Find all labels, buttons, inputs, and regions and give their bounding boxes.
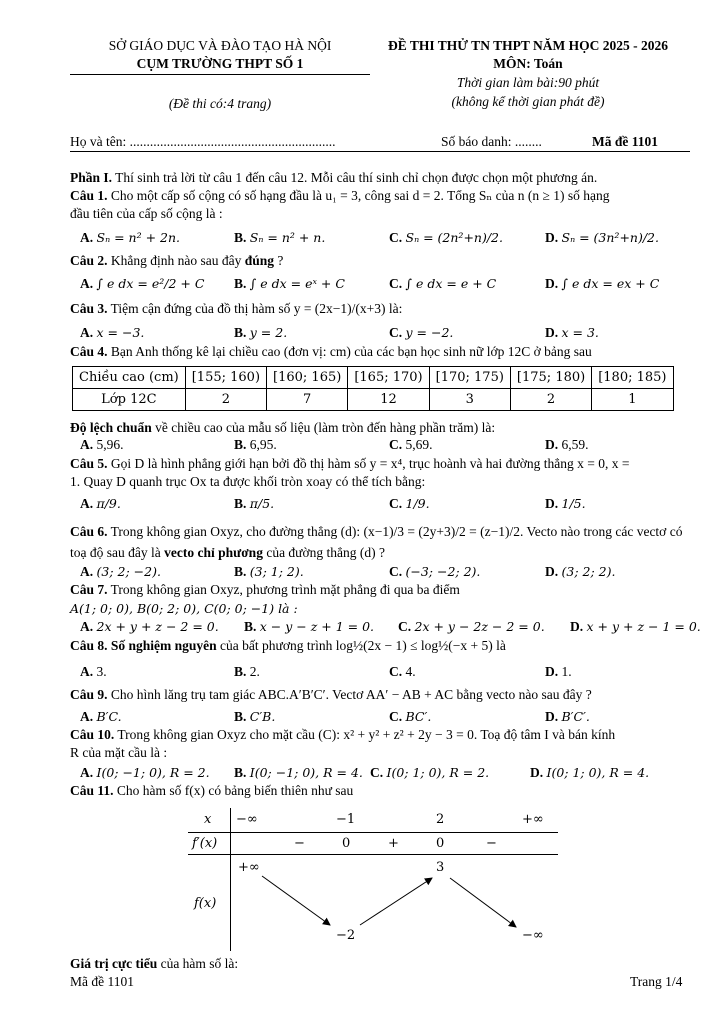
q3-option-b[interactable]: B. y = 2. [234,325,288,340]
table-header-cell: [175; 180) [510,367,591,389]
exam-title: ĐỀ THI THỬ TN THPT NĂM HỌC 2025 - 2026 [388,38,668,53]
q1-option-a[interactable]: A. Sₙ = n² + 2n. [80,230,181,245]
q7-stem: Câu 7. Trong không gian Oxyz, phương trình mặt phẳng đi qua ba điểm [70,582,460,597]
q9-stem: Câu 9. Cho hình lăng trụ tam giác ABC.A′B′C′. Vectơ AA′ − AB + AC bằng vecto nào sau đây ? [70,687,592,702]
q5-stem-cont: 1. Quay D quanh trục Ox ta được khối tròn xoay có thể tích bằng: [70,474,426,489]
q10-stem-cont: R của mặt cầu là : [70,745,168,760]
dept-name: SỞ GIÁO DỤC VÀ ĐÀO TẠO HÀ NỘI [108,38,332,53]
vt-sign: − [294,836,305,851]
q8-option-a[interactable]: A. 3. [80,664,107,679]
q4-question: Độ lệch chuẩn về chiều cao của mẫu số liệu (làm tròn đến hàng phần trăm) là: [70,420,496,435]
q6-option-a[interactable]: A. (3; 2; −2). [80,564,161,579]
q4-option-a[interactable]: A. 5,96. [80,437,124,452]
q6-option-b[interactable]: B. (3; 1; 2). [234,564,304,579]
q3-option-c[interactable]: C. y = −2. [389,325,454,340]
q2-option-c[interactable]: C. ∫ e dx = e + C [389,276,497,291]
q10-option-c[interactable]: C. I(0; 1; 0), R = 2. [370,765,490,780]
exam-code: Mã đề 1101 [592,134,658,149]
q6-option-d[interactable]: D. (3; 2; 2). [545,564,616,579]
q8-option-d[interactable]: D. 1. [545,664,572,679]
table-header-cell: [160; 165) [267,367,348,389]
pages-note: (Đề thi có:4 trang) [168,96,272,111]
q10-option-b[interactable]: B. I(0; −1; 0), R = 4. [234,765,363,780]
table-cell: 3 [429,389,510,411]
decrease-arrow [450,878,516,927]
decrease-arrow [262,876,330,925]
q2-option-d[interactable]: D. ∫ e dx = ex + C [545,276,660,291]
vt-f-value: 3 [436,860,445,875]
q4-option-d[interactable]: D. 6,59. [545,437,589,452]
table-cell: Lớp 12C [73,389,186,411]
vt-f-label: f(x) [194,896,217,911]
q1-option-c[interactable]: C. Sₙ = (2n²+n)/2. [389,230,503,245]
q1-stem: Câu 1. Cho một cấp số cộng có số hạng đầu là u₁ = 3, công sai d = 2. Tổng Sₙ của n (n ≥ 1) số hạng [70,188,610,203]
q5-option-b[interactable]: B. π/5. [234,496,275,511]
q3-stem: Câu 3. Tiệm cận đứng của đồ thị hàm số y = (2x−1)/(x+3) là: [70,301,403,316]
vt-sign: + [388,836,399,851]
q7-option-b[interactable]: B. x − y − z + 1 = 0. [244,619,375,634]
table-cell: 7 [267,389,348,411]
student-name-field: Họ và tên: ............................................................. [70,134,336,149]
time-limit: Thời gian làm bài:90 phút [456,75,600,90]
vt-fp-label: f′(x) [192,836,218,851]
q5-option-a[interactable]: A. π/9. [80,496,121,511]
page-number: Trang 1/4 [630,974,683,989]
height-frequency-table [72,366,674,411]
q3-option-d[interactable]: D. x = 3. [545,325,599,340]
q1-stem-cont: đầu tiên của cấp số cộng là : [70,206,223,221]
vt-x-value: −1 [336,812,356,827]
table-header-cell: [165; 170) [348,367,429,389]
time-note: (không kể thời gian phát đề) [451,94,605,109]
q2-option-b[interactable]: B. ∫ e dx = eˣ + C [234,276,345,291]
q8-option-c[interactable]: C. 4. [389,664,416,679]
student-id-field: Số báo danh: ........ [441,134,542,149]
q4-option-b[interactable]: B. 6,95. [234,437,277,452]
q8-stem: Câu 8. Số nghiệm nguyên của bất phương trình log½(2x − 1) ≤ log½(−x + 5) là [70,638,506,653]
q8-option-b[interactable]: B. 2. [234,664,260,679]
q7-option-a[interactable]: A. 2x + y + z − 2 = 0. [80,619,219,634]
vt-sign: 0 [436,836,445,851]
table-header-row [73,367,674,389]
q6-stem: Câu 6. Trong không gian Oxyz, cho đường thẳng (d): (x−1)/3 = (2y+3)/2 = (z−1)/2. Vecto nào trong các vectơ có [70,524,683,539]
q2-stem: Câu 2. Khẳng định nào sau đây đúng ? [70,253,284,268]
q1-option-d[interactable]: D. Sₙ = (3n²+n)/2. [545,230,659,245]
q10-option-a[interactable]: A. I(0; −1; 0), R = 2. [80,765,210,780]
vt-f-value: −2 [336,928,356,943]
q7-option-c[interactable]: C. 2x + y − 2z − 2 = 0. [398,619,545,634]
vt-f-value: +∞ [238,860,260,875]
vt-f-value: −∞ [522,928,544,943]
variation-table [188,808,558,951]
table-cell: 1 [592,389,673,411]
q11-stem: Câu 11. Cho hàm số f(x) có bảng biến thiên như sau [70,783,354,798]
q5-stem: Câu 5. Gọi D là hình phẳng giới hạn bởi đồ thị hàm số y = x⁴, trục hoành và hai đường thẳng x = 0, x = [70,456,630,471]
table-row [73,389,674,411]
table-cell: 2 [510,389,591,411]
q10-stem: Câu 10. Trong không gian Oxyz cho mặt cầu (C): x² + y² + z² + 2y − 3 = 0. Toạ độ tâm I và bán kính [70,727,616,742]
table-header-cell: [155; 160) [185,367,266,389]
footer-code: Mã đề 1101 [70,974,134,989]
table-header-cell: [170; 175) [429,367,510,389]
q1-option-b[interactable]: B. Sₙ = n² + n. [234,230,326,245]
q4-stem: Câu 4. Bạn Anh thống kê lại chiều cao (đơn vị: cm) của các bạn học sinh nữ lớp 12C ở bảng sau [70,344,592,359]
q6-option-c[interactable]: C. (−3; −2; 2). [389,564,481,579]
q6-stem-cont: toạ độ sau đây là vecto chỉ phương của đường thẳng (d) ? [70,545,385,560]
q5-option-c[interactable]: C. 1/9. [389,496,430,511]
header-divider [70,74,370,75]
q9-option-b[interactable]: B. C′B. [234,709,276,724]
q2-option-a[interactable]: A. ∫ e dx = e²/2 + C [80,276,205,291]
increase-arrow [360,878,432,925]
table-header-cell: Chiều cao (cm) [73,367,186,389]
q10-option-d[interactable]: D. I(0; 1; 0), R = 4. [530,765,650,780]
vt-x-label: x [204,812,212,827]
q9-option-a[interactable]: A. B′C. [80,709,122,724]
subject: MÔN: Toán [493,56,563,71]
table-header-cell: [180; 185) [592,367,673,389]
q9-option-d[interactable]: D. B′C′. [545,709,590,724]
q3-option-a[interactable]: A. x = −3. [80,325,145,340]
vt-sign: − [486,836,497,851]
q4-option-c[interactable]: C. 5,69. [389,437,433,452]
vt-arrows [188,808,558,951]
q5-option-d[interactable]: D. 1/5. [545,496,586,511]
vt-sign: 0 [342,836,351,851]
table-cell: 2 [185,389,266,411]
table-cell: 12 [348,389,429,411]
q11-question: Giá trị cực tiểu của hàm số là: [70,956,239,971]
q7-option-d[interactable]: D. x + y + z − 1 = 0. [570,619,701,634]
vt-x-value: 2 [436,812,445,827]
q9-option-c[interactable]: C. BC′. [389,709,432,724]
info-divider [70,151,690,152]
part1-intro: Phần I. Thí sinh trả lời từ câu 1 đến câu 12. Mỗi câu thí sinh chỉ chọn được chọn một phương án. [70,170,598,185]
vt-x-value: −∞ [236,812,258,827]
vt-x-value: +∞ [522,812,544,827]
school-cluster: CỤM TRƯỜNG THPT SỐ 1 [136,56,304,71]
q7-points: A(1; 0; 0), B(0; 2; 0), C(0; 0; −1) là : [70,601,298,616]
